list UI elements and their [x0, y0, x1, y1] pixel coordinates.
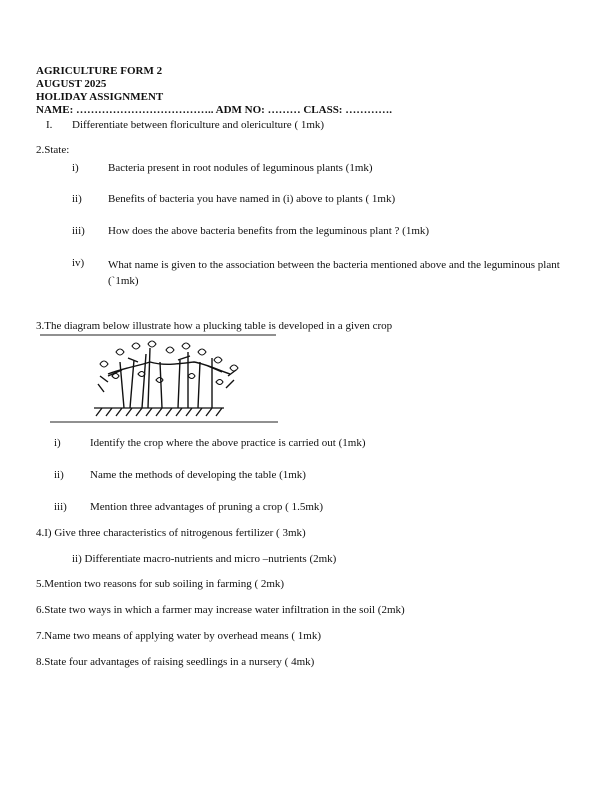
- ground-hatching: [94, 408, 224, 416]
- q2-item-number: iii): [72, 225, 85, 237]
- q1-text: Differentiate between floriculture and olericulture ( 1mk): [72, 119, 325, 131]
- q2-item-text: Benefits of bacteria you have named in (i) above to plants ( 1mk): [108, 193, 396, 205]
- q3-item-text: Mention three advantages of pruning a crop ( 1.5mk): [90, 501, 324, 513]
- q2-item-number: iv): [72, 257, 85, 269]
- q2-item-text: Bacteria present in root nodules of leguminous plants (1mk): [108, 162, 373, 174]
- assignment-title: HOLIDAY ASSIGNMENT: [36, 91, 164, 103]
- q3-item-text: Identify the crop where the above practice is carried out (1mk): [90, 437, 366, 449]
- q3-item-number: i): [54, 437, 61, 449]
- q2-item-text: What name is given to the association between the bacteria mentioned above and the leguminous plant (`1mk): [108, 259, 560, 287]
- plucking-table-diagram: [38, 332, 280, 424]
- q5-text: 5.Mention two reasons for sub soiling in farming ( 2mk): [36, 578, 285, 590]
- q6-text: 6.State two ways in which a farmer may increase water infiltration in the soil (2mk): [36, 604, 405, 616]
- q2-item-number: ii): [72, 193, 82, 205]
- q3-text: 3.The diagram below illustrate how a plucking table is developed in a given crop: [36, 320, 393, 332]
- bush-stems: [98, 348, 236, 408]
- q8-text: 8.State four advantages of raising seedlings in a nursery ( 4mk): [36, 656, 315, 668]
- date-title: AUGUST 2025: [36, 78, 107, 90]
- q3-item-number: iii): [54, 501, 67, 513]
- q2-label: 2.State:: [36, 144, 70, 156]
- q1-number: I.: [46, 119, 53, 131]
- q2-item-text: How does the above bacteria benefits from the leguminous plant ? (1mk): [108, 225, 430, 237]
- q3-item-text: Name the methods of developing the table (1mk): [90, 469, 306, 481]
- q4-text: 4.I) Give three characteristics of nitrogenous fertilizer ( 3mk): [36, 527, 306, 539]
- q4-sub-text: ii) Differentiate macro-nutrients and micro –nutrients (2mk): [72, 553, 337, 565]
- q7-text: 7.Name two means of applying water by overhead means ( 1mk): [36, 630, 321, 642]
- q3-item-number: ii): [54, 469, 64, 481]
- student-details-line: NAME: ……………………………….. ADM NO: ……… CLASS: ………….: [36, 104, 392, 116]
- subject-title: AGRICULTURE FORM 2: [36, 65, 163, 77]
- q2-item-number: i): [72, 162, 79, 174]
